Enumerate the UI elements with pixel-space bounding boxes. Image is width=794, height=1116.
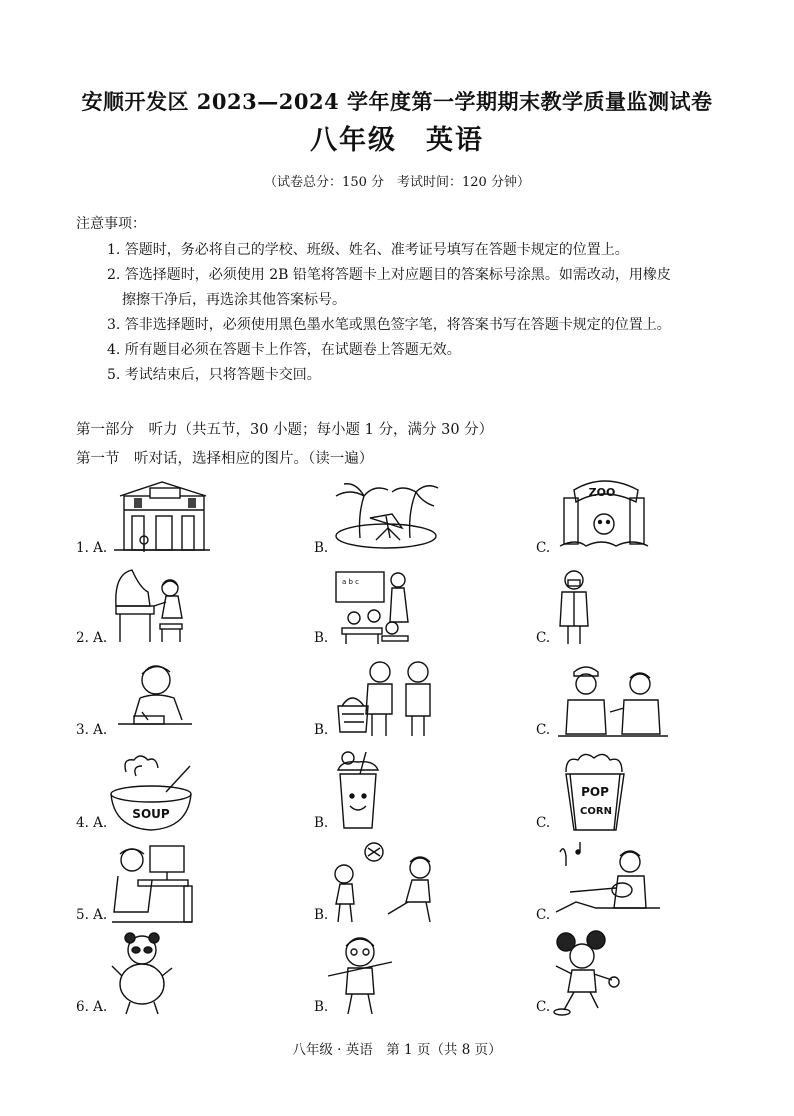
option-label: B. (314, 815, 329, 831)
girl-playing-piano-image (110, 566, 190, 646)
teacher-and-students-image (332, 566, 416, 646)
option-label: 5. A. (76, 907, 108, 923)
option-label: C. (536, 815, 551, 831)
exam-subject: 八年级 英语 (310, 125, 484, 156)
option-label: B. (314, 722, 329, 738)
zoo-entrance-image (556, 474, 652, 552)
note-item: 3. 答非选择题时，必须使用黑色墨水笔或黑色签字笔，将答案书写在答题卡规定的位置上。 (107, 317, 671, 333)
monkey-king-image (328, 932, 392, 1016)
page-footer: 八年级 · 英语 第 1 页（共 8 页） (292, 1042, 502, 1058)
note-item: 擦擦干净后，再选涂其他答案标号。 (122, 292, 346, 308)
option-label: B. (314, 999, 329, 1015)
exam-title: 安顺开发区 2023—2024 学年度第一学期期末教学质量监测试卷 (81, 89, 713, 114)
note-item: 1. 答题时，务必将自己的学校、班级、姓名、准考证号填写在答题卡规定的位置上。 (107, 242, 629, 258)
note-item: 5. 考试结束后，只将答题卡交回。 (107, 367, 321, 383)
option-label: B. (314, 907, 329, 923)
part1-heading: 第一部分 听力（共五节，30 小题；每小题 1 分，满分 30 分） (76, 422, 494, 438)
zoo-sign-text: ZOO (588, 486, 616, 499)
option-label: 2. A. (76, 630, 108, 646)
museum-building-image (110, 476, 214, 554)
option-label: C. (536, 540, 551, 556)
boy-writing-image (112, 658, 200, 738)
option-label: C. (536, 722, 551, 738)
exam-info: （试卷总分：150 分 考试时间：120 分钟） (264, 175, 530, 190)
popcorn-label-pop: POP (581, 785, 609, 799)
milkshake-glass-image (332, 750, 384, 834)
option-label: B. (314, 540, 329, 556)
boy-playing-guitar-image (556, 842, 660, 926)
notes-heading: 注意事项： (76, 216, 146, 232)
kids-with-picnic-basket-image (332, 656, 442, 740)
beach-palm-trees-image (330, 478, 440, 552)
option-label: 3. A. (76, 722, 108, 738)
boy-at-computer-image (108, 842, 196, 926)
mickey-mouse-image (552, 932, 622, 1016)
doctor-with-mask-image (552, 566, 596, 646)
section1-heading: 第一节 听对话，选择相应的图片。（读一遍） (76, 451, 374, 467)
popcorn-box-image (560, 750, 630, 834)
option-label: C. (536, 999, 551, 1015)
option-label: C. (536, 630, 551, 646)
option-label: 1. A. (76, 540, 108, 556)
option-label: B. (314, 630, 329, 646)
soup-bowl-image (106, 752, 196, 834)
soup-label-text: SOUP (132, 807, 170, 821)
svg-text:a b c: a b c (342, 578, 360, 586)
kung-fu-panda-image (112, 932, 174, 1016)
doctor-and-patient-image (558, 660, 668, 740)
note-item: 2. 答选择题时，必须使用 2B 铅笔将答题卡上对应题目的答案标号涂黑。如需改动，用橡皮 (107, 267, 671, 283)
note-item: 4. 所有题目必须在答题卡上作答，在试题卷上答题无效。 (107, 342, 461, 358)
popcorn-label-corn: CORN (580, 806, 612, 817)
option-label: 6. A. (76, 999, 108, 1015)
option-label: C. (536, 907, 551, 923)
kids-playing-football-image (330, 842, 442, 924)
option-label: 4. A. (76, 815, 108, 831)
